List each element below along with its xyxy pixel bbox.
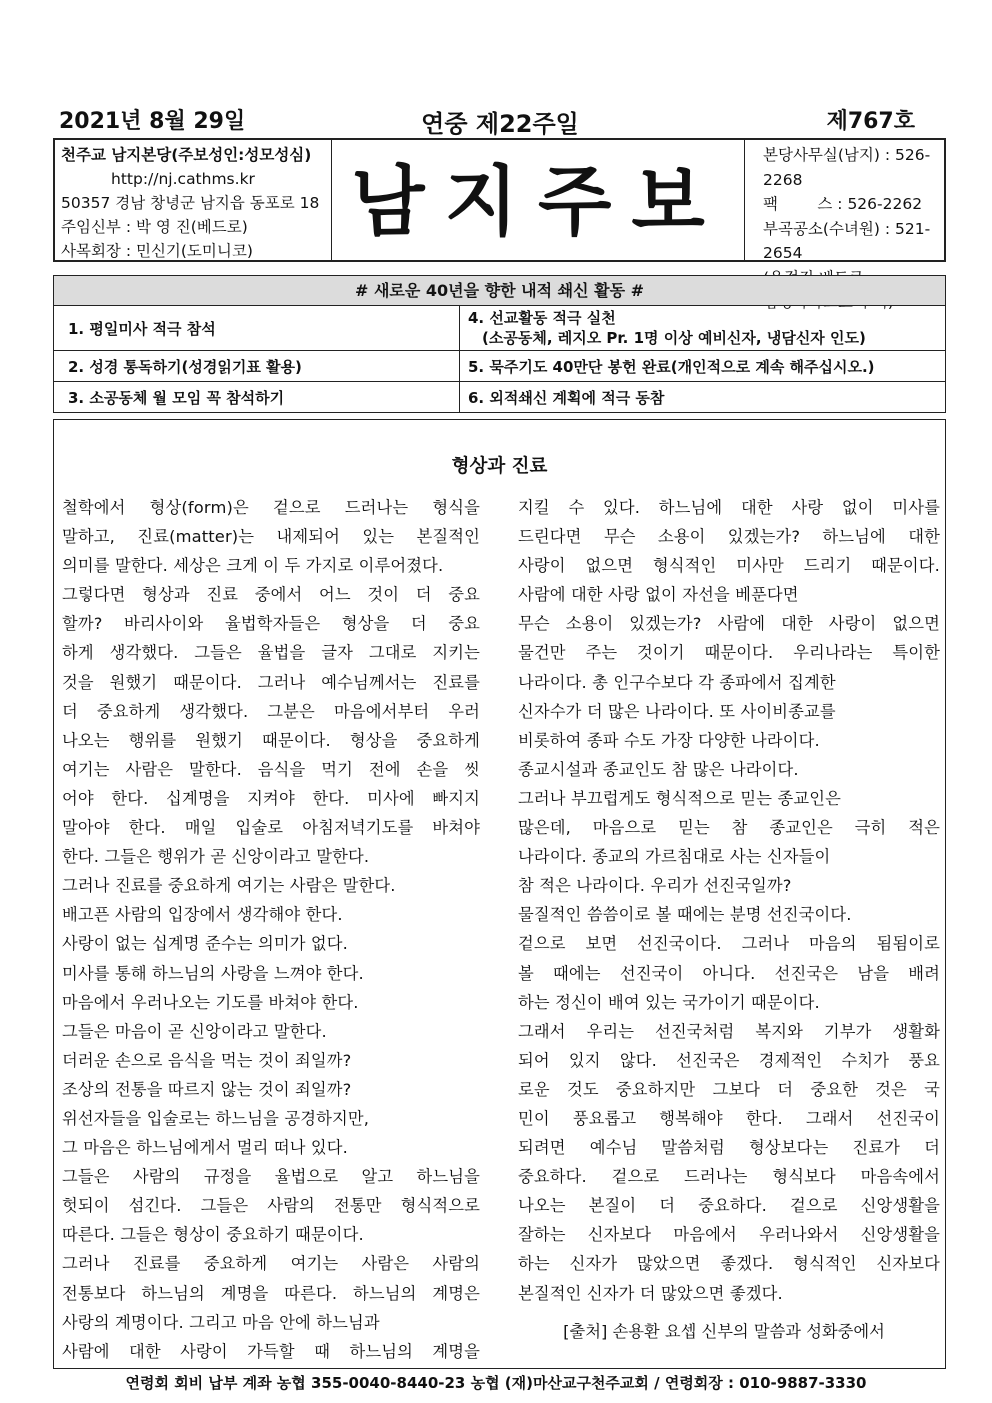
parish-url[interactable]: http://nj.cathms.kr (111, 170, 255, 188)
article-line: 말하고, 진료(matter)는 내제되어 있는 본질적인 (62, 527, 480, 547)
article-line: 헛되이 섬긴다. 그들은 사람의 전통만 형식적으로 (62, 1196, 480, 1216)
article-line: 사랑이 없으면 형식적인 미사만 드리기 때문이다. (518, 556, 940, 576)
issue-number: 제767호 (826, 109, 915, 134)
article-line: 되려면 예수님 말씀처럼 형상보다는 진료가 더 (518, 1138, 940, 1158)
article-line: 나오는 본질이 더 중요하다. 겉으로 신앙생활을 (518, 1196, 940, 1216)
pastoral-council-head: 사목회장 : 민신기(도미니코) (61, 242, 253, 260)
article-line: 할까? 바리사이와 율법학자들은 형상을 더 중요 (62, 614, 480, 634)
renewal-item-3: 3. 소공동체 월 모임 꼭 참석하기 (54, 382, 460, 412)
article-line: 철학에서 형상(form)은 겉으로 드러나는 형식을 (62, 498, 480, 517)
mission-station-phone: 부곡공소(수녀원) : 521-2654 (763, 219, 931, 262)
article-line: 그들은 사람의 규정을 율법으로 알고 하느님을 (62, 1167, 480, 1187)
renewal-title: # 새로운 40년을 향한 내적 쇄신 활동 # (54, 276, 945, 306)
article-line: 그래서 우리는 선진국처럼 복지와 기부가 생활화 (518, 1021, 940, 1041)
parish-address: 50357 경남 창녕군 남지읍 동포로 18 (61, 194, 320, 212)
article-line: 더러운 손으로 음식을 먹는 것이 죄일까? (62, 1050, 352, 1070)
article-line: 그 마음은 하느님에게서 멀리 떠나 있다. (62, 1138, 348, 1158)
article-line: 그렇다면 형상과 진료 중에서 어느 것이 더 중요 (62, 585, 480, 605)
article-line: 마음에서 우러나오는 기도를 바쳐야 한다. (62, 992, 359, 1012)
table-row (54, 351, 945, 382)
table-row (54, 382, 945, 412)
issue-info-line (55, 104, 945, 138)
bulletin-logo: 남지주보 (351, 157, 725, 246)
renewal-item-2: 2. 성경 통독하기(성경읽기표 활용) (54, 351, 460, 381)
article-line: 로운 것도 중요하지만 그보다 더 중요한 것은 국 (518, 1079, 940, 1099)
article-right-column (518, 493, 940, 1308)
article-line: 본질적인 신자가 더 많았으면 좋겠다. (518, 1283, 783, 1303)
footer-account-info: 연령회 회비 납부 계좌 농협 355-0040-8440-23 농협 (재)마산교구천주교회 / 연령회장 : 010-9887-3330 (125, 1374, 867, 1392)
article-line: 더 중요하게 생각했다. 그분은 마음에서부터 우러 (62, 701, 480, 721)
article-source: [출처] 손용환 요셉 신부의 말씀과 성화중에서 (563, 1322, 885, 1341)
article-left-column (62, 493, 480, 1366)
renewal-item-4-detail: (소공동체, 레지오 Pr. 1명 이상 예비신자, 냉담신자 인도) (482, 329, 866, 347)
renewal-item-5: 5. 묵주기도 40만단 봉헌 완료(개인적으로 계속 해주십시오.) (468, 357, 875, 376)
article-line: 배고픈 사람의 입장에서 생각해야 한다. (62, 905, 343, 925)
article-line: 물질적인 씀씀이로 볼 때에는 분명 선진국이다. (518, 905, 852, 925)
article-line: 지킬 수 있다. 하느님에 대한 사랑 없이 미사를 (518, 498, 940, 517)
renewal-activities-table (53, 275, 946, 413)
article-line: 위선자들을 입술로는 하느님을 공경하지만, (62, 1108, 370, 1128)
issue-date: 2021년 8월 29일 (59, 109, 246, 134)
article-line: 그들은 마음이 곧 신앙이라고 말한다. (62, 1021, 327, 1041)
article-line: 나오는 행위를 원했기 때문이다. 형상을 중요하게 (62, 730, 480, 750)
article-line: 말아야 한다. 매일 입술로 아침저녁기도를 바쳐야 (62, 818, 480, 838)
article-line: 어야 한다. 십계명을 지켜야 한다. 미사에 빠지지 (62, 788, 480, 808)
renewal-item-1: 1. 평일미사 적극 참석 (54, 306, 460, 350)
table-row (54, 306, 945, 351)
article-line: 겉으로 보면 선진국이다. 그러나 마음의 됨됨이로 (518, 934, 940, 954)
article-line: 많은데, 마음으로 믿는 참 종교인은 극히 적은 (518, 818, 940, 838)
article-line: 것을 원했기 때문이다. 그러나 예수님께서는 진료를 (62, 672, 480, 692)
article-line: 사람에 대한 사랑이 가득할 때 하느님의 계명을 (62, 1341, 480, 1361)
article-line: 민이 풍요롭고 행복해야 한다. 그래서 선진국이 (518, 1108, 940, 1128)
article-line: 그러나 부끄럽게도 형식적으로 믿는 종교인은 (518, 788, 841, 808)
parish-priest: 주임신부 : 박 영 진(베드로) (61, 218, 248, 236)
article-line: 사랑이 없는 십계명 준수는 의미가 없다. (62, 934, 348, 954)
article-line: 의미를 말한다. 세상은 크게 이 두 가지로 이루어졌다. (62, 556, 444, 576)
article-title: 형상과 진료 (451, 456, 548, 477)
article-line: 따른다. 그들은 형상이 중요하기 때문이다. (62, 1225, 364, 1245)
article-line: 비롯하여 종파 수도 가장 다양한 나라이다. (518, 730, 820, 750)
article-line: 그러나 진료를 중요하게 여기는 사람은 말한다. (62, 876, 396, 896)
article-line: 볼 때에는 선진국이 아니다. 선진국은 남을 배려 (518, 963, 940, 983)
article-line: 종교시설과 종교인도 참 많은 나라이다. (518, 759, 799, 779)
article-line: 드린다면 무슨 소용이 있겠는가? 하느님에 대한 (518, 527, 940, 547)
article-line: 하게 생각했다. 그들은 율법을 글자 그대로 지키는 (62, 643, 480, 663)
article-line: 전통보다 하느님의 계명을 따른다. 하느님의 계명은 (62, 1283, 480, 1303)
article-line: 무슨 소용이 있겠는가? 사람에 대한 사랑이 없으면 (518, 614, 940, 634)
article-line: 사람에 대한 사랑 없이 자선을 베푼다면 (518, 585, 799, 605)
article-line: 하는 정신이 배여 있는 국가이기 때문이다. (518, 992, 820, 1012)
article-line: 중요하다. 겉으로 드러나는 형식보다 마음속에서 (518, 1167, 940, 1187)
masthead-logo-box (331, 140, 745, 260)
contact-info (745, 140, 944, 260)
parish-info (55, 140, 331, 260)
article-line: 나라이다. 총 인구수보다 각 종파에서 집계한 (518, 672, 836, 692)
article-line: 조상의 전통을 따르지 않는 것이 죄일까? (62, 1079, 352, 1099)
masthead (53, 138, 946, 262)
office-phone: 본당사무실(남지) : 526-2268 (763, 146, 931, 189)
article-line: 사랑의 계명이다. 그리고 마음 안에 하느님과 (62, 1312, 380, 1332)
article-line: 나라이다. 종교의 가르침대로 사는 신자들이 (518, 847, 831, 867)
article-line: 물건만 주는 것이기 때문이다. 우리나라는 특이한 (518, 643, 940, 663)
article-line: 잘하는 신자보다 마음에서 우러나와서 신앙생활을 (518, 1225, 940, 1245)
article-line: 한다. 그들은 행위가 곧 신앙이라고 말한다. (62, 847, 370, 867)
article-box (53, 419, 946, 1369)
renewal-item-4-title: 4. 선교활동 적극 실천 (468, 309, 616, 327)
fax-number: 팩 스 : 526-2262 (763, 195, 923, 213)
renewal-item-6: 6. 외적쇄신 계획에 적극 동참 (468, 388, 665, 407)
article-line: 하는 신자가 많았으면 좋겠다. 형식적인 신자보다 (518, 1254, 940, 1274)
parish-name: 천주교 남지본당(주보성인:성모성심) (61, 146, 312, 164)
article-line: 여기는 사람은 말한다. 음식을 먹기 전에 손을 씻 (62, 759, 480, 779)
liturgical-week: 연중 제22주일 (421, 110, 579, 138)
article-line: 미사를 통해 하느님의 사랑을 느껴야 한다. (62, 963, 364, 983)
article-line: 참 적은 나라이다. 우리가 선진국일까? (518, 876, 792, 896)
renewal-item-4 (460, 306, 945, 350)
article-line: 되어 있지 않다. 선진국은 경제적인 수치가 풍요 (518, 1050, 940, 1070)
article-line: 그러나 진료를 중요하게 여기는 사람은 사람의 (62, 1254, 480, 1274)
article-line: 신자수가 더 많은 나라이다. 또 사이비종교를 (518, 701, 836, 721)
